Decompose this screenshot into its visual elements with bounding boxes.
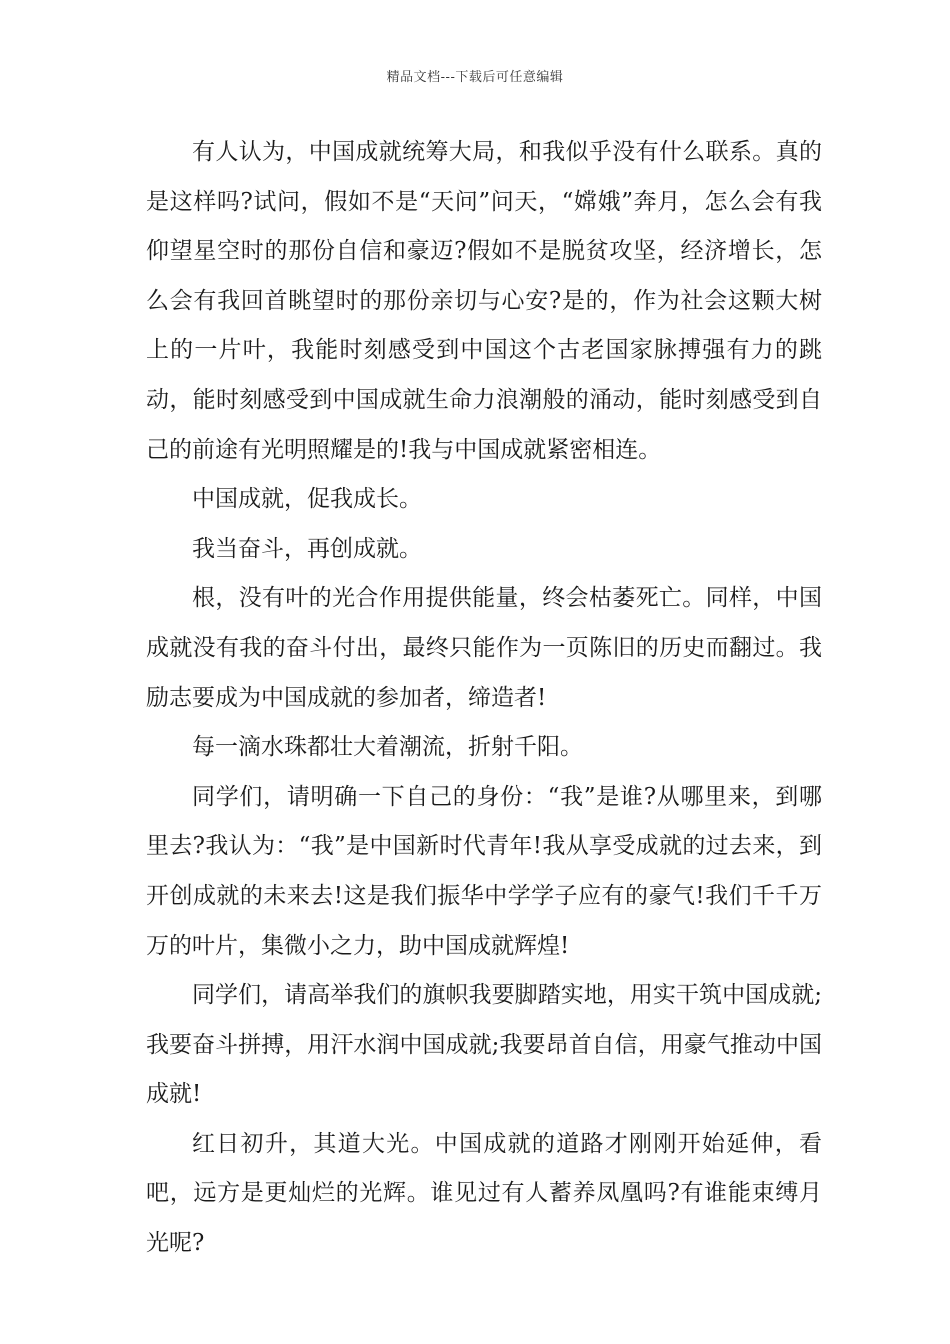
paragraph-4: 根，没有叶的光合作用提供能量，终会枯萎死亡。同样，中国成就没有我的奋斗付出，最终只能作为一页陈旧的历史而翻过。我励志要成为中国成就的参加者，缔造者! [146, 585, 822, 711]
paragraph-1: 有人认为，中国成就统筹大局，和我似乎没有什么联系。真的是这样吗?试问，假如不是“天问”问天，“嫦娥”奔月，怎么会有我仰望星空时的那份自信和豪迈?假如不是脱贫攻坚，经济增长，怎么会有我回首眺望时的那份亲切与心安?是的，作为社会这颗大树上的一片叶，我能时刻感受到中国这个古老国家脉搏强有力的跳动，能时刻感受到中国成就生命力浪潮般的涌动，能时刻感受到自己的前途有光明照耀是的!我与中国成就紧密相连。 [146, 139, 822, 463]
page-header: 精品文档---下载后可任意编辑 [386, 70, 564, 85]
paragraph-2: 中国成就，促我成长。 [192, 486, 422, 513]
paragraph-3: 我当奋斗，再创成就。 [192, 535, 422, 562]
paragraph-6: 同学们，请明确一下自己的身份：“我”是谁?从哪里来，到哪里去?我认为：“我”是中国新时代青年!我从享受成就的过去来，到开创成就的未来去!这是我们振华中学学子应有的豪气!我们千千万万的叶片，集微小之力，助中国成就辉煌! [146, 783, 822, 959]
document-body [146, 128, 822, 1269]
paragraph-5: 每一滴水珠都壮大着潮流，折射千阳。 [192, 734, 583, 761]
paragraph-8: 红日初升，其道大光。中国成就的道路才刚刚开始延伸，看吧，远方是更灿烂的光辉。谁见过有人蓄养凤凰吗?有谁能束缚月光呢? [146, 1130, 822, 1257]
paragraph-7: 同学们，请高举我们的旗帜我要脚踏实地，用实干筑中国成就;我要奋斗拼搏，用汗水润中国成就;我要昂首自信，用豪气推动中国成就! [146, 982, 822, 1108]
